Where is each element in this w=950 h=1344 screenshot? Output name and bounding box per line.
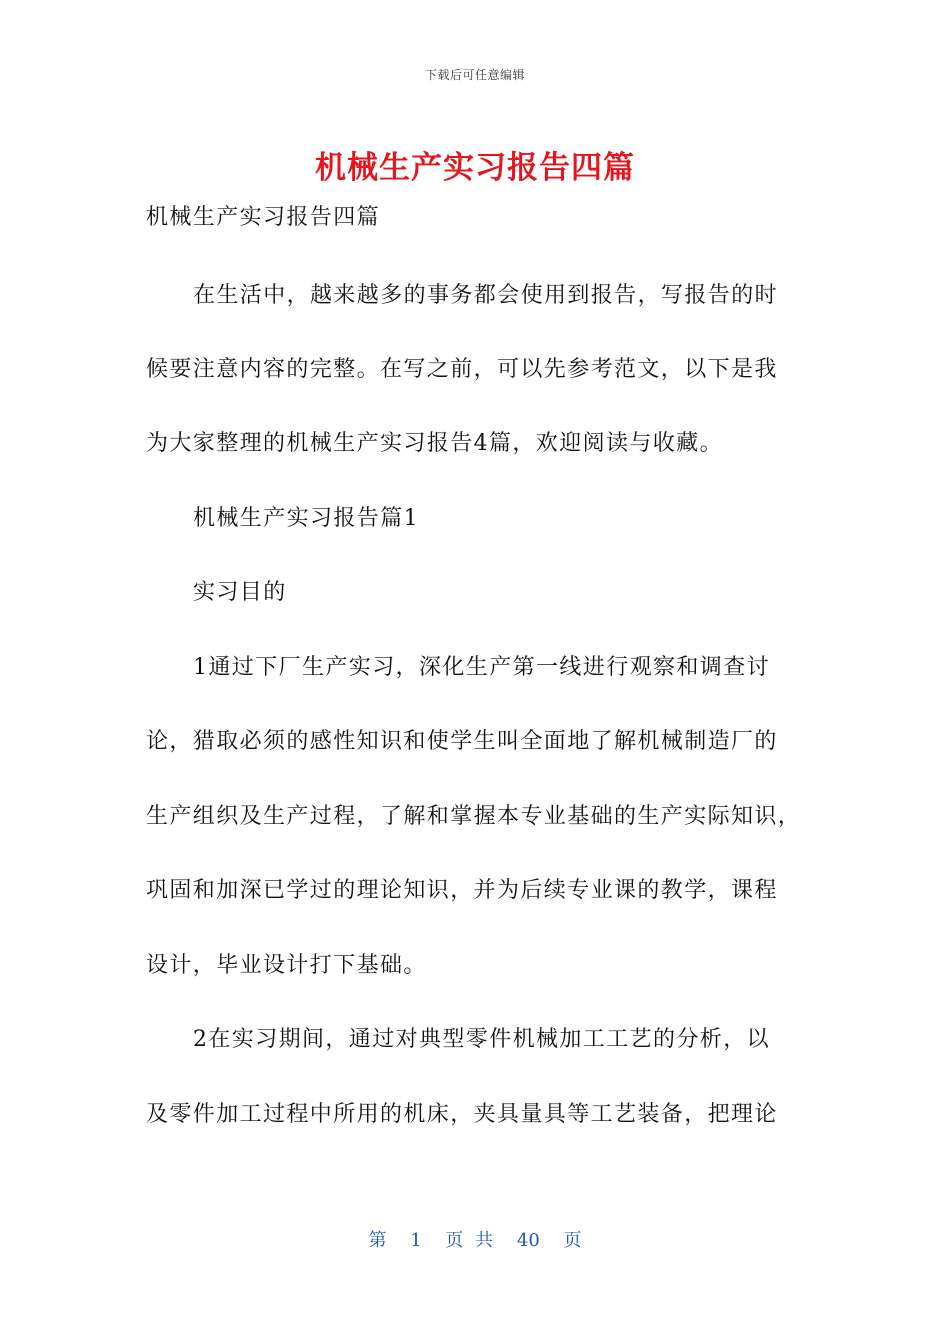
footer-middle: 页 共 <box>445 1230 494 1251</box>
header-note: 下载后可任意编辑 <box>424 68 525 82</box>
subsection-heading: 实习目的 <box>193 580 287 605</box>
document-title: 机械生产实习报告四篇 <box>315 150 635 186</box>
footer-page-number: 1 <box>410 1230 422 1251</box>
paragraph-line: 2在实习期间，通过对典型零件机械加工工艺的分析，以 <box>193 1027 770 1052</box>
paragraph-line: 论，猎取必须的感性知识和使学生叫全面地了解机械制造厂的 <box>146 729 778 754</box>
paragraph-line: 1通过下厂生产实习，深化生产第一线进行观察和调查讨 <box>193 655 770 680</box>
paragraph-line: 设计，毕业设计打下基础。 <box>146 953 427 978</box>
section-heading: 机械生产实习报告篇1 <box>193 506 419 531</box>
paragraph-line: 候要注意内容的完整。在写之前，可以先参考范文，以下是我 <box>146 357 778 382</box>
paragraph-line: 及零件加工过程中所用的机床，夹具量具等工艺装备，把理论 <box>146 1102 778 1127</box>
page-footer <box>0 1226 950 1252</box>
footer-suffix: 页 <box>563 1230 582 1251</box>
subtitle-line: 机械生产实习报告四篇 <box>146 205 381 230</box>
paragraph-line: 生产组织及生产过程，了解和掌握本专业基础的生产实际知识， <box>146 804 802 829</box>
paragraph-line: 巩固和加深已学过的理论知识，并为后续专业课的教学，课程 <box>146 878 778 903</box>
paragraph-line: 为大家整理的机械生产实习报告4篇，欢迎阅读与收藏。 <box>146 431 723 456</box>
paragraph-line: 在生活中，越来越多的事务都会使用到报告，写报告的时 <box>193 283 779 308</box>
footer-total-pages: 40 <box>516 1230 540 1251</box>
footer-prefix: 第 <box>368 1230 387 1251</box>
